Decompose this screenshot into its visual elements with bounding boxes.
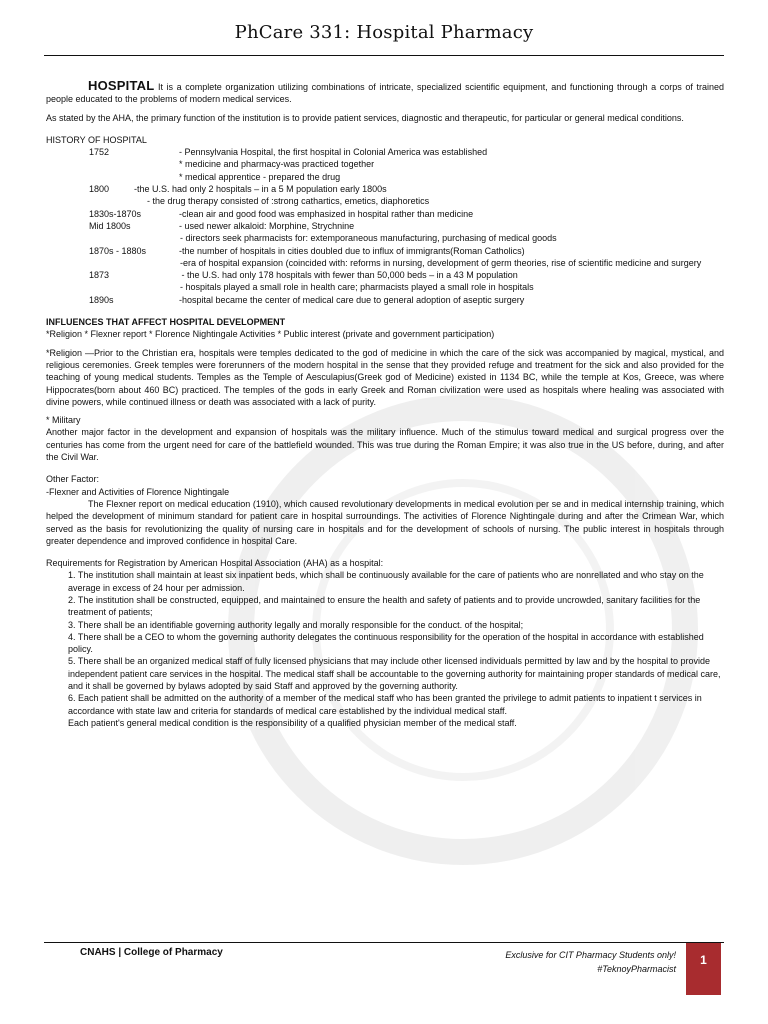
history-row [46, 146, 724, 158]
history-subitem: * medical apprentice - prepared the drug [179, 171, 341, 182]
history-text: - Pennsylvania Hospital, the first hospital in Colonial America was established [179, 147, 488, 158]
footer-exclusive-text: Exclusive for CIT Pharmacy Students only! [505, 950, 676, 960]
requirement-item: 6. Each patient shall be admitted on the authority of a member of the medical staff who has been granted the privilege to admit patients to inpatient t services in accordance with state law and criteria for standards of medical care established by the individual medical staff. [68, 693, 702, 716]
history-subitem: - the drug therapy consisted of :strong cathartics, emetics, diaphoretics [147, 196, 430, 207]
requirement-item: 1. The institution shall maintain at least six inpatient beds, which shall be continuously available for the care of patients who are nonrellated and who stay on the average in excess of 24 hour per admission. [68, 570, 704, 593]
history-text: -hospital became the center of medical care due to general adoption of aseptic surgery [179, 294, 525, 305]
history-year: 1830s-1870s [89, 208, 142, 219]
footer-hashtag: #TeknoyPharmacist [597, 964, 676, 974]
intro-paragraph [46, 80, 724, 106]
spacer [46, 306, 724, 316]
history-text: -clean air and good food was emphasized in hospital rather than medicine [179, 208, 474, 219]
spacer [46, 463, 724, 473]
history-year: 1870s - 1880s [89, 245, 147, 256]
history-year: 1890s [89, 294, 114, 305]
requirement-item: 4. There shall be a CEO to whom the governing authority delegates the continuous responsibility for the operation of the hospital in accordance with established policy. [68, 631, 704, 655]
hospital-definition: It is a complete organization utilizing combinations of intricate, specialized scientific equipment, and functioning through a corps of trained people educated to the problems of modern medical services. [46, 82, 724, 105]
content-area [46, 80, 724, 729]
hospital-heading: HOSPITAL [88, 78, 155, 93]
spacer [46, 124, 724, 134]
history-row [46, 245, 724, 257]
requirement-item: 3. There shall be an identifiable governing authority legally and morally responsible for the conduct. of the hospital; [68, 619, 524, 630]
requirement-item: Each patient's general medical condition is the responsibility of a qualified physician member of the medical staff. [68, 717, 517, 728]
spacer [46, 547, 724, 557]
history-row [46, 208, 724, 220]
history-row [46, 220, 724, 232]
history-subitem: * medicine and pharmacy-was practiced together [179, 159, 375, 170]
other-factor-paragraph: The Flexner report on medical education (1910), which caused revolutionary developments in medical evolution per se and in medical internship training, which helped the development of minimum standard for patient care in hospital surroundings. The activities of Florence Nightingale during and after the Crimean War, which served as the basis for revolutionizing the quality of nursing care in hospitals and for the development of schools of nursing. The public interest in hospitals through greater dependence and improved confidence in hospital Care. [46, 498, 724, 546]
requirements-title: Requirements for Registration by American Hospital Association (AHA) as a hospital: [46, 558, 384, 569]
influences-list: *Religion * Flexner report * Florence Nightingale Activities * Public interest (private and government participation) [46, 329, 495, 340]
history-row [46, 294, 724, 306]
military-paragraph: Another major factor in the development and expansion of hospitals was the military influence. Much of the stimulus toward medical and surgical progress over the centuries has come from the urgent need for care of the battlefield wounded. This was true during the Roman Empire; it was also true in the US before, during, and after the Civil War. [46, 427, 724, 463]
history-year: 1800 [89, 184, 110, 195]
religion-paragraph: *Religion —Prior to the Christian era, hospitals were temples dedicated to the god of medicine in which the care of the sick was accompanied by magical, mystical, and religious ceremonies. Greek temples were forerunners of the modern hospital in the sense that they provided refuge and treatment for the sick and also provided for the teaching of young medical students. Temples as the Temple of Aesculapius(Greek god of Medicine) existed in 1134 BC, while the temple at Kos, Greece, was where Hippocrates(born about 460 BC) practiced. The temples of the gods in early Greek and Roman civilization were used as hospitals where healing was associated with divine powers, while continued illness or death was associated with a lack of purity. [46, 347, 724, 407]
history-text: -the number of hospitals in cities doubled due to influx of immigrants(Roman Catholics) [179, 245, 525, 256]
aha-statement: As stated by the AHA, the primary function of the institution is to provide patient services, diagnostic and therapeutic, for particular or general medical conditions. [46, 112, 684, 123]
history-subitem: - directors seek pharmacists for: extemporaneous manufacturing, purchasing of medical goods [180, 233, 557, 244]
history-text: -the U.S. had only 2 hospitals – in a 5 M population early 1800s [134, 184, 387, 195]
military-title: * Military [46, 415, 81, 426]
header-rule [44, 55, 724, 56]
history-year: 1873 [89, 270, 110, 281]
footer-exclusive-note [505, 948, 676, 976]
history-title: HISTORY OF HOSPITAL [46, 134, 147, 145]
history-subitem: -era of hospital expansion (coincided with: reforms in nursing, development of germ theories, rise of scientific medicine and surgery [180, 257, 702, 268]
requirement-item: 2. The institution shall be constructed, equipped, and maintained to ensure the health and safety of patients and to provide uncrowded, sanitary facilities for the treatment of patients; [68, 594, 701, 618]
history-text: - used newer alkaloid: Morphine, Strychnine [179, 220, 355, 231]
history-year: Mid 1800s [89, 220, 131, 231]
page-number: 1 [686, 943, 721, 995]
requirement-item: 5. There shall be an organized medical staff of fully licensed physicians that may include other licensed individuals permitted by law and by the hospital to provide independent patient care services in the hospital. The medical staff shall be accountable to the governing authority for maintaining proper standards of medical care, and it shall be governed by bylaws adopted by said Staff and approved by the governing authority. [68, 656, 721, 692]
footer-college: CNAHS | College of Pharmacy [80, 947, 223, 958]
footer-rule [44, 942, 724, 943]
influences-title: INFLUENCES THAT AFFECT HOSPITAL DEVELOPMENT [46, 317, 286, 328]
history-text: - the U.S. had only 178 hospitals with fewer than 50,000 beds – in a 43 M population [179, 270, 518, 281]
history-row [46, 183, 724, 195]
history-year: 1752 [89, 147, 110, 158]
page-title: PhCare 331: Hospital Pharmacy [234, 22, 534, 43]
requirements-list [46, 569, 724, 729]
history-subitem: - hospitals played a small role in health care; pharmacists played a small role in hospitals [180, 282, 534, 293]
other-factor-subtitle: -Flexner and Activities of Florence Nightingale [46, 486, 230, 497]
history-row [46, 269, 724, 281]
other-factor-title: Other Factor: [46, 474, 100, 485]
